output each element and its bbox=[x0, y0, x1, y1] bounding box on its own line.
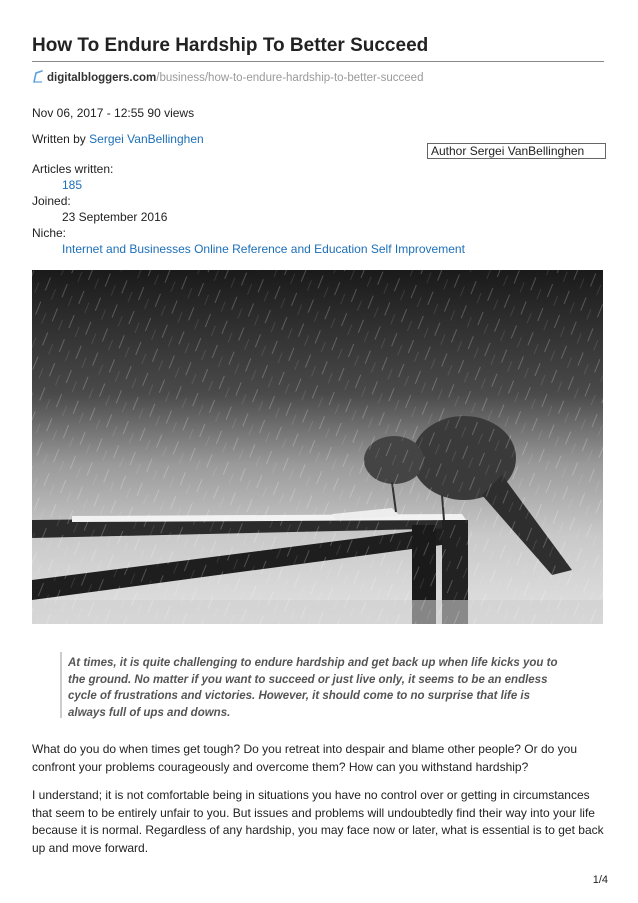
articles-written-label: Articles written: bbox=[32, 162, 114, 176]
page-number: 1/4 bbox=[592, 874, 608, 886]
post-meta: Nov 06, 2017 - 12:55 90 views bbox=[32, 106, 195, 120]
source-path: /business/how-to-endure-hardship-to-better-succeed bbox=[156, 72, 424, 84]
quote-bar bbox=[60, 652, 62, 718]
pencil-icon bbox=[32, 70, 44, 83]
page-title: How To Endure Hardship To Better Succeed bbox=[32, 35, 429, 56]
source-line bbox=[32, 70, 423, 84]
source-domain-link[interactable]: digitalbloggers.com bbox=[47, 72, 157, 84]
niche-label: Niche: bbox=[32, 226, 67, 240]
joined-date: 23 September 2016 bbox=[62, 210, 168, 224]
niche-link[interactable]: Internet and Businesses Online Reference and Education Self Improvement bbox=[62, 242, 465, 256]
articles-count-link[interactable]: 185 bbox=[62, 178, 83, 192]
pull-quote: At times, it is quite challenging to endure hardship and get back up when life kicks you to the ground. No matter if you want to succeed or just live only, it seems to be an endless cycle of frustrations and victories. However, it should come to no surprise that life is always full of ups and downs. bbox=[68, 657, 558, 719]
paragraph-2: I understand; it is not comfortable being in situations you have no control over or getting in circumstances that seem to be entirely unfair to you. But issues and problems will undoubtedly find their way into your life because it is normal. Regardless of any hardship, you may face now or later, what is essential is to get back up and move forward. bbox=[32, 788, 604, 855]
author-link[interactable]: Sergei VanBellinghen bbox=[89, 132, 204, 146]
joined-label: Joined: bbox=[32, 194, 71, 208]
hero-image bbox=[32, 270, 603, 624]
paragraph-1: What do you do when times get tough? Do you retreat into despair and blame other people? Or do you confront your problems courageously and overcome them? How can you withstand hardship? bbox=[32, 742, 578, 774]
author-box: Author Sergei VanBellinghen bbox=[427, 143, 606, 159]
title-divider bbox=[32, 61, 604, 62]
byline-prefix: Written by bbox=[32, 132, 90, 146]
byline bbox=[32, 132, 204, 146]
